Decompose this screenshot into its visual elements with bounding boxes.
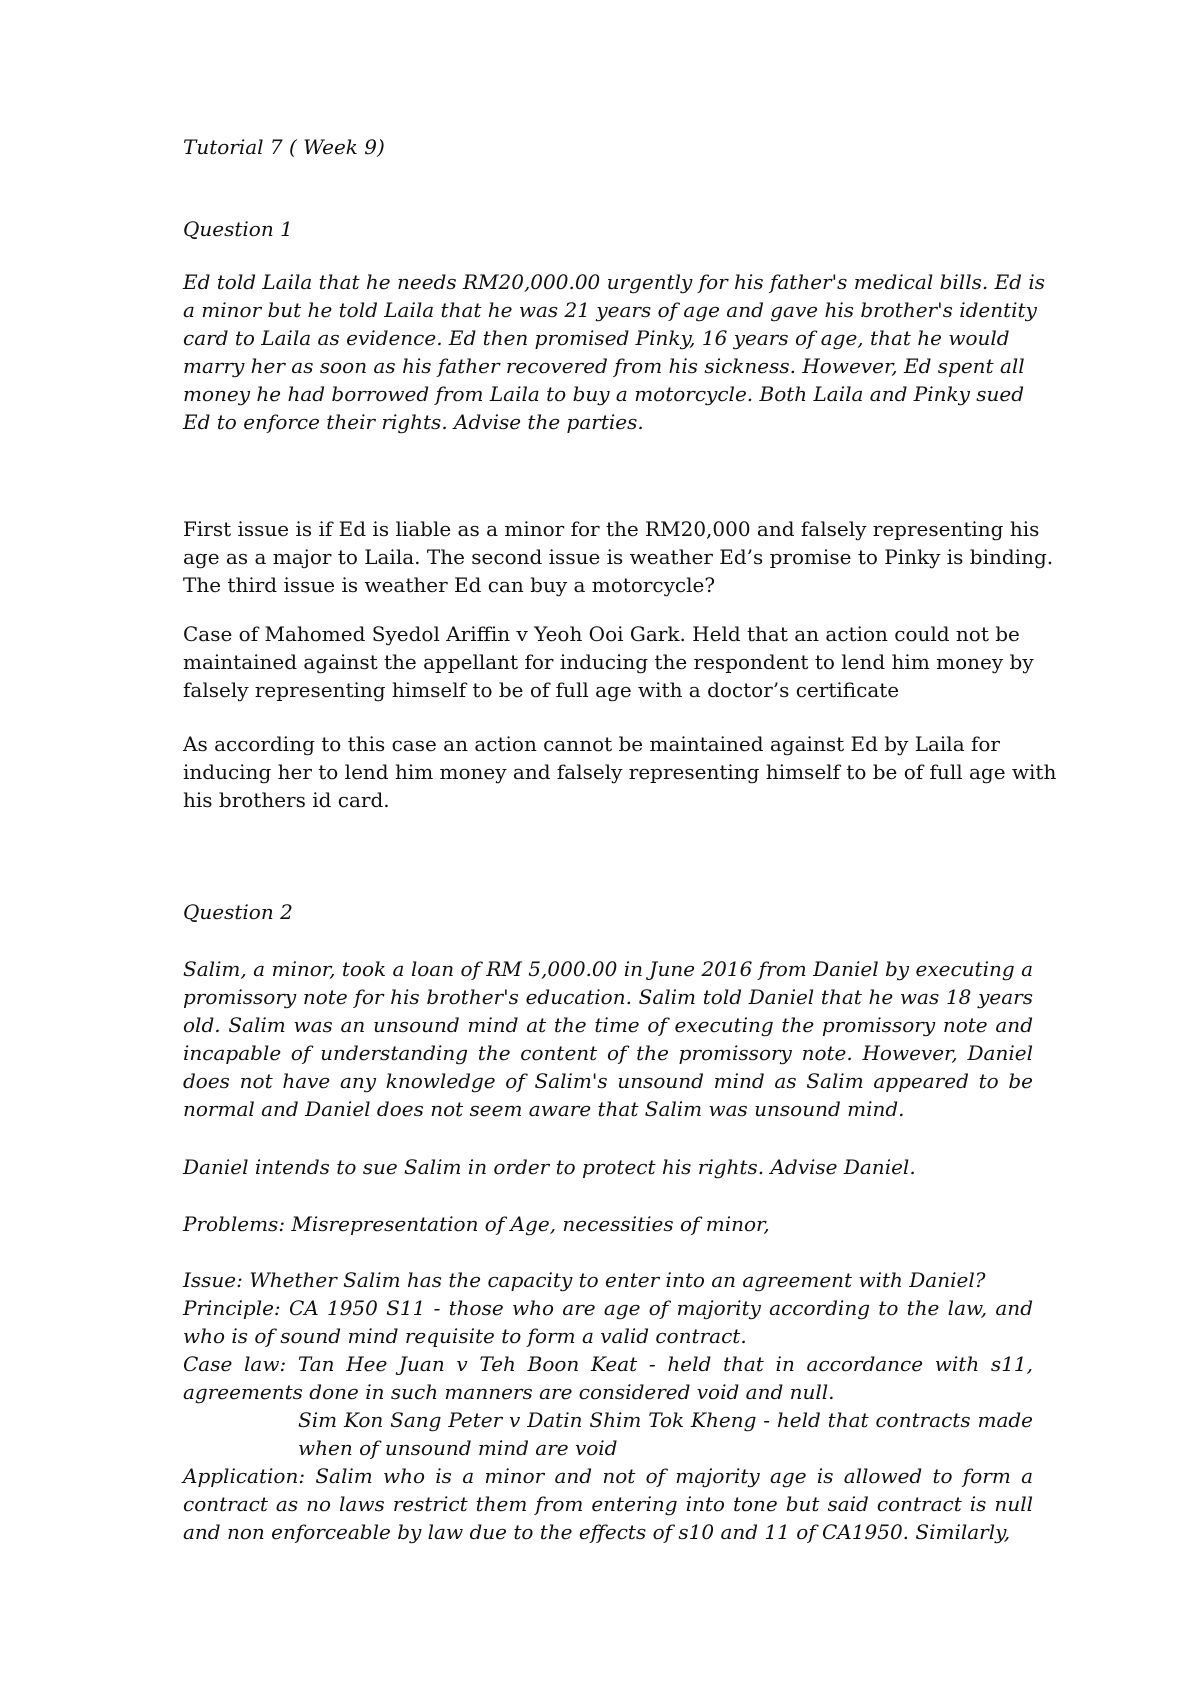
prompt-line: a minor but he told Laila that he was 21 years of age and gave his brother's identity <box>183 298 1037 322</box>
answer-issues <box>183 515 1054 599</box>
answer-line: The third issue is weather Ed can buy a motorcycle? <box>183 573 716 597</box>
question-2-analysis <box>183 1266 1033 1546</box>
answer-line: First issue is if Ed is liable as a minor for the RM20,000 and falsely representing his <box>183 517 1040 541</box>
prompt-line: Ed to enforce their rights. Advise the parties. <box>183 410 644 434</box>
answer-line: age as a major to Laila. The second issue is weather Ed’s promise to Pinky is binding. <box>183 545 1054 569</box>
page-title: Tutorial 7 ( Week 9) <box>183 135 385 159</box>
issue-paragraph: Issue: Whether Salim has the capacity to enter into an agreement with Daniel? <box>183 1268 986 1292</box>
prompt-line: marry her as soon as his father recovered from his sickness. However, Ed spent all <box>183 354 1025 378</box>
answer-line: inducing her to lend him money and falsely representing himself to be of full age with <box>183 760 1057 784</box>
question-1-prompt <box>183 268 1045 436</box>
question-2-prompt: Salim, a minor, took a loan of RM 5,000.00 in June 2016 from Daniel by executing a promissory note for his brother's education. Salim told Daniel that he was 18 years old. Salim was an unsound mind at the time of executing the promissory note and incapable of understanding the content of the promissory note. However, Daniel does not have any knowledge of Salim's unsound mind as Salim appeared to be normal and Daniel does not seem aware that Salim was unsound mind. <box>183 957 1033 1121</box>
question-2-heading: Question 2 <box>183 900 293 924</box>
answer-application <box>183 730 1057 814</box>
case-law-2-paragraph <box>183 1406 1033 1462</box>
prompt-line: card to Laila as evidence. Ed then promised Pinky, 16 years of age, that he would <box>183 326 1010 350</box>
question-2-advise: Daniel intends to sue Salim in order to protect his rights. Advise Daniel. <box>183 1155 916 1179</box>
application-paragraph: Application: Salim who is a minor and not of majority age is allowed to form a contract as no laws restrict them from entering into tone but said contract is null and non enforceable by law due to the effects of s10 and 11 of CA1950. Similarly, <box>183 1464 1033 1544</box>
case-law-2-text: Sim Kon Sang Peter v Datin Shim Tok Kheng - held that contracts made when of unsound mind are void <box>298 1408 1033 1460</box>
case-law-paragraph: Case law: Tan Hee Juan v Teh Boon Keat - held that in accordance with s11, agreements done in such manners are considered void and null. <box>183 1352 1033 1404</box>
answer-line: Case of Mahomed Syedol Ariffin v Yeoh Ooi Gark. Held that an action could not be <box>183 622 1020 646</box>
prompt-line: Ed told Laila that he needs RM20,000.00 urgently for his father's medical bills. Ed is <box>183 270 1045 294</box>
answer-line: his brothers id card. <box>183 788 390 812</box>
answer-line: As according to this case an action cannot be maintained against Ed by Laila for <box>183 732 1000 756</box>
answer-case <box>183 620 1033 704</box>
answer-line: maintained against the appellant for inducing the respondent to lend him money by <box>183 650 1034 674</box>
question-1-heading: Question 1 <box>183 217 293 241</box>
answer-line: falsely representing himself to be of full age with a doctor’s certificate <box>183 678 900 702</box>
question-2-problems: Problems: Misrepresentation of Age, necessities of minor, <box>183 1212 770 1236</box>
prompt-line: money he had borrowed from Laila to buy a motorcycle. Both Laila and Pinky sued <box>183 382 1025 406</box>
principle-paragraph: Principle: CA 1950 S11 - those who are age of majority according to the law, and who is of sound mind requisite to form a valid contract. <box>183 1296 1033 1348</box>
